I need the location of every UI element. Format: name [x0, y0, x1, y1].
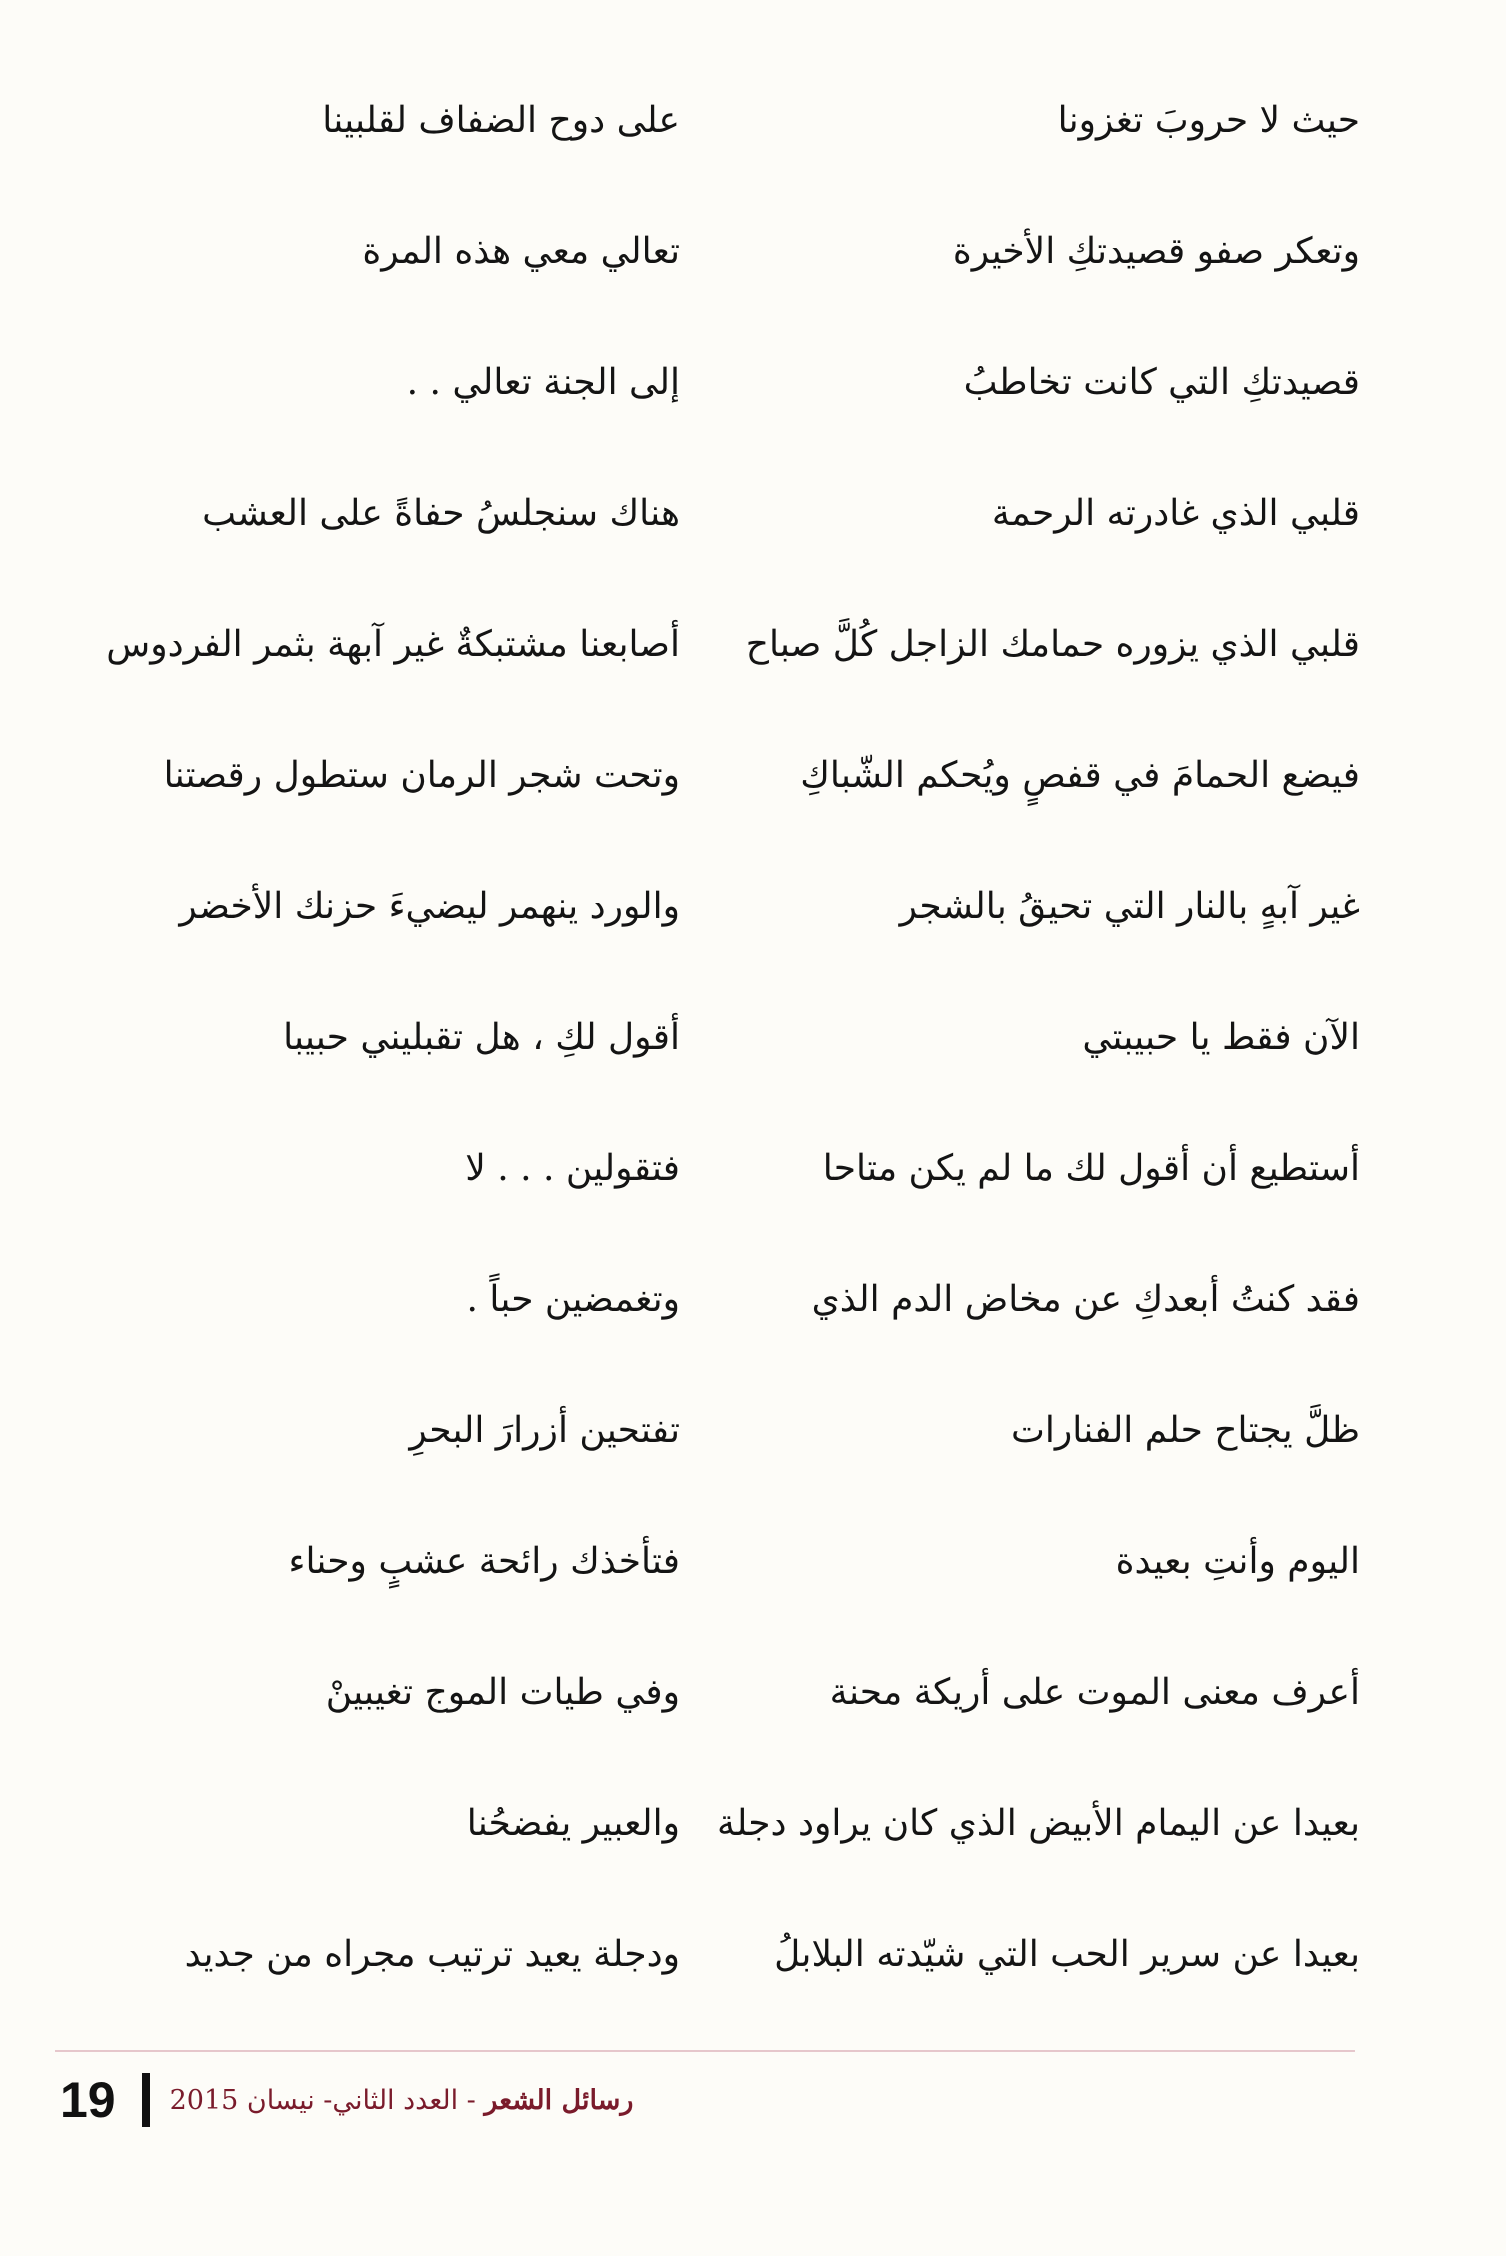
verse-left: تعالي معي هذه المرة — [362, 231, 680, 272]
verse-right: الآن فقط يا حبيبتي — [1082, 1017, 1360, 1058]
verse-right: بعيدا عن سرير الحب التي شيّدته البلابلُ — [774, 1934, 1360, 1975]
verse-right: قلبي الذي يزوره حمامك الزاجل كُلَّ صباح — [745, 624, 1360, 665]
verse-right: أعرف معنى الموت على أريكة محنة — [829, 1672, 1360, 1713]
issue-info — [170, 2085, 634, 2116]
verse-left: والعبير يفضحُنا — [466, 1803, 680, 1844]
poem-body — [106, 95, 1360, 2060]
verse-left: أقول لكِ ، هل تقبليني حبيبا — [283, 1017, 680, 1058]
verse-right: قلبي الذي غادرته الرحمة — [991, 493, 1360, 534]
verse-left: ودجلة يعيد ترتيب مجراه من جديد — [184, 1934, 680, 1975]
page-number: 19 — [60, 2072, 116, 2128]
verse-row — [150, 488, 1360, 619]
verse-row — [150, 1667, 1360, 1798]
issue-details: - العدد الثاني- نيسان 2015 — [169, 2084, 485, 2116]
verse-left: وفي طيات الموج تغيبينْ — [325, 1672, 680, 1713]
verse-left: والورد ينهمر ليضيءَ حزنك الأخضر — [179, 886, 680, 927]
verse-right: فقد كنتُ أبعدكِ عن مخاض الدم الذي — [811, 1279, 1360, 1320]
verse-left: فتقولين . . . لا — [465, 1148, 680, 1189]
verse-left: على دوح الضفاف لقلبينا — [322, 100, 680, 141]
verse-left: تفتحين أزرارَ البحرِ — [409, 1410, 680, 1451]
verse-row — [150, 750, 1360, 881]
verse-left: فتأخذك رائحة عشبٍ وحناء — [288, 1541, 680, 1582]
verse-row — [150, 226, 1360, 357]
magazine-title: رسائل الشعر — [484, 2084, 634, 2116]
verse-right: اليوم وأنتِ بعيدة — [1115, 1541, 1360, 1582]
verse-left: هناك سنجلسُ حفاةً على العشب — [202, 493, 680, 534]
verse-row — [150, 1012, 1360, 1143]
verse-left: إلى الجنة تعالي . . — [406, 362, 680, 403]
verse-row — [150, 1536, 1360, 1667]
verse-row — [150, 881, 1360, 1012]
verse-left: وتحت شجر الرمان ستطول رقصتنا — [163, 755, 680, 796]
verse-right: فيضع الحمامَ في قفصٍ ويُحكم الشّباكِ — [800, 755, 1360, 796]
verse-row — [150, 1929, 1360, 2060]
footer-separator-bar — [142, 2073, 150, 2127]
verse-row — [150, 1143, 1360, 1274]
page-footer — [60, 2070, 633, 2130]
verse-right: حيث لا حروبَ تغزونا — [1057, 100, 1360, 141]
footer-divider — [55, 2050, 1355, 2052]
verse-right: وتعكر صفو قصيدتكِ الأخيرة — [952, 231, 1360, 272]
verse-right: ظلَّ يجتاح حلم الفنارات — [1011, 1410, 1360, 1451]
verse-row — [150, 1798, 1360, 1929]
verse-right: غير آبهٍ بالنار التي تحيقُ بالشجر — [899, 886, 1360, 927]
verse-right: بعيدا عن اليمام الأبيض الذي كان يراود دجلة — [717, 1803, 1360, 1844]
verse-row — [106, 619, 1360, 750]
verse-right: أستطيع أن أقول لك ما لم يكن متاحا — [822, 1148, 1360, 1189]
verse-row — [150, 1405, 1360, 1536]
verse-row — [150, 95, 1360, 226]
verse-left: أصابعنا مشتبكةٌ غير آبهة بثمر الفردوس — [106, 624, 680, 665]
verse-row — [150, 1274, 1360, 1405]
verse-right: قصيدتكِ التي كانت تخاطبُ — [963, 362, 1360, 403]
verse-row — [150, 357, 1360, 488]
verse-left: وتغمضين حباً . — [466, 1279, 680, 1320]
